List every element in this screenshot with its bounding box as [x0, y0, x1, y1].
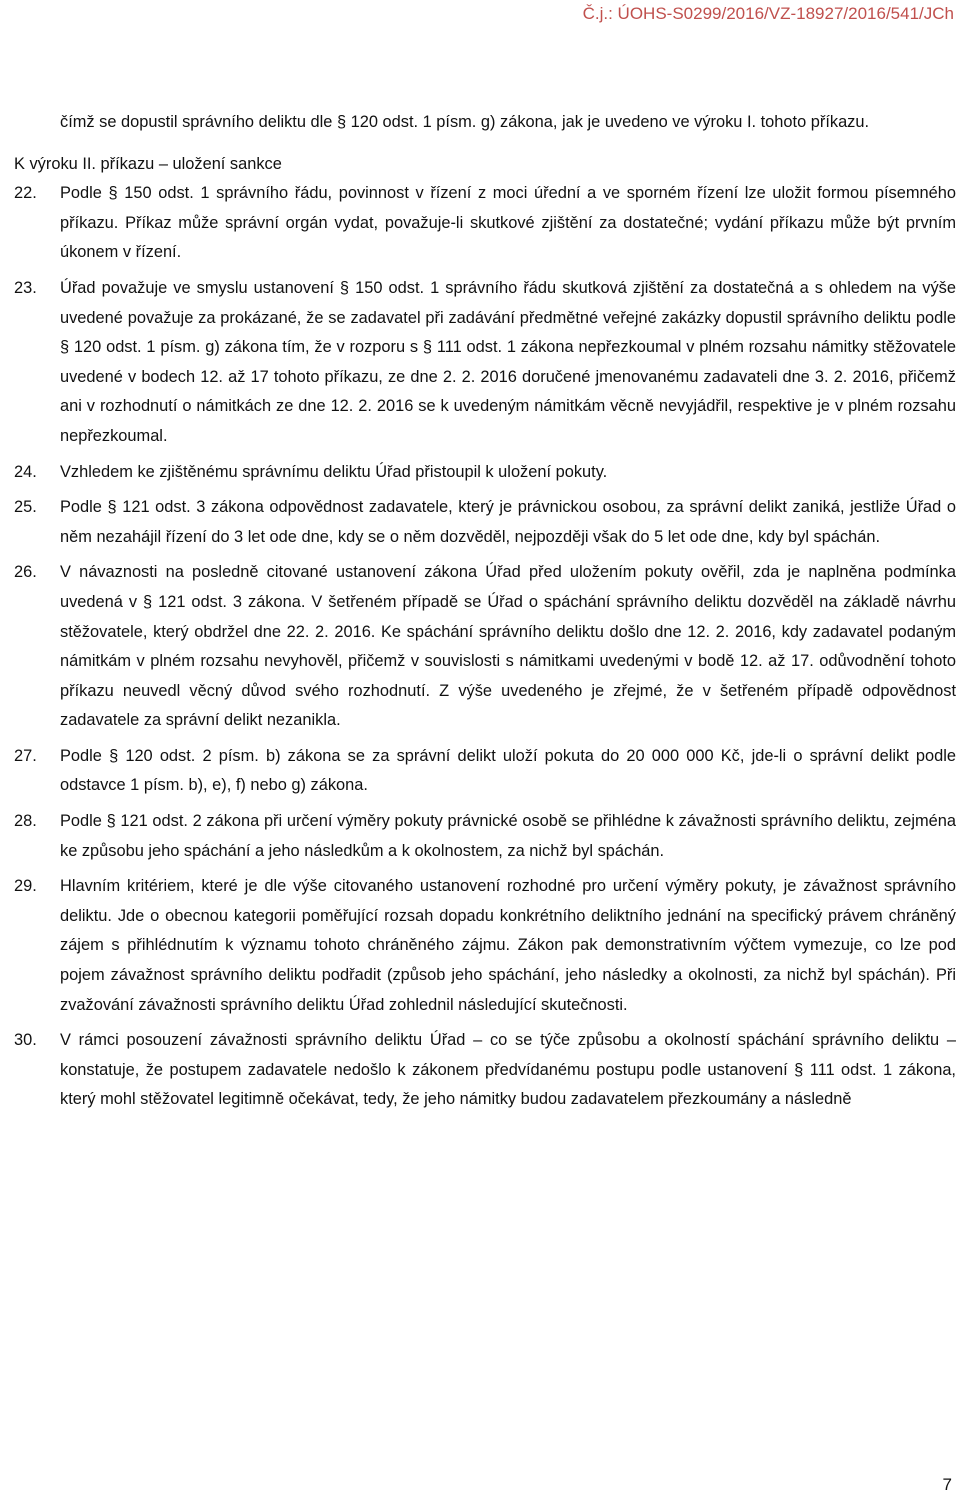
paragraph-text: V rámci posouzení závažnosti správního deliktu Úřad – co se týče způsobu a okolností spáchání správního deliktu – konstatuje, že postupem zadavatele nedošlo k zákonem předvídanému postupu podle ustanovení § 111 odst. 1 zákona, který mohl stěžovatel legitimně očekávat, tedy, že jeho námitky budou zadavatelem přezkoumány a následně — [60, 1031, 956, 1109]
page-number: 7 — [942, 1475, 952, 1494]
paragraph-text: Podle § 121 odst. 2 zákona při určení výměry pokuty právnické osobě se přihlédne k závažnosti správního deliktu, zejména ke způsobu jeho spáchání a jeho následkům a k okolnostem, za nichž byl spáchán. — [60, 812, 956, 860]
paragraph-number: 29. — [14, 877, 37, 896]
document-body — [0, 108, 960, 1115]
paragraph-text: Podle § 150 odst. 1 správního řádu, povinnost v řízení z moci úřední a ve sporném řízení lze uložit formou písemného příkazu. Příkaz může správní orgán vydat, považuje-li skutkové zjištění za dostatečné; vydání příkazu může být prvním úkonem v řízení. — [60, 184, 956, 262]
paragraph-text: V návaznosti na posledně citované ustanovení zákona Úřad před uložením pokuty ověřil, zda je naplněna podmínka uvedená v § 121 odst. 3 zákona. V šetřeném případě se Úřad o spáchání správního deliktu dozvěděl na základě návrhu stěžovatele, který obdržel dne 22. 2. 2016. Ke spáchání správního deliktu došlo dne 12. 2. 2016, kdy zadavatel podaným námitkám v plném rozsahu nevyhověl, přičemž v souvislosti s námitkami uvedenými v bodě 12. až 17. odůvodnění tohoto příkazu neuvedl věcný důvod svého rozhodnutí. Z výše uvedeného je zřejmé, že v šetřeném případě odpovědnost zadavatele za správní delikt nezanikla. — [60, 563, 956, 730]
paragraph-number: 30. — [14, 1031, 37, 1050]
paragraph-text: Úřad považuje ve smyslu ustanovení § 150 odst. 1 správního řádu skutková zjištění za dostatečná a s ohledem na výše uvedené považuje za prokázané, že se zadavatel při zadávání předmětné veřejné zakázky dopustil správního deliktu podle § 120 odst. 1 písm. g) zákona tím, že v rozporu s § 111 odst. 1 zákona nepřezkoumal v plném rozsahu námitky stěžovatele uvedené v bodech 12. až 17 tohoto příkazu, ze dne 2. 2. 2016 doručené jmenovanému zadavateli dne 3. 2. 2016, přičemž ani v rozhodnutí o námitkách ze dne 12. 2. 2016 se k uvedeným námitkám věcně nevyjádřil, respektive je v plném rozsahu nepřezkoumal. — [60, 278, 956, 445]
paragraph-number: 26. — [14, 563, 37, 582]
document-reference-header: Č.j.: ÚOHS-S0299/2016/VZ-18927/2016/541/JCh — [582, 4, 954, 23]
paragraph-28 — [0, 807, 956, 866]
paragraph-24 — [0, 458, 956, 488]
paragraph-number: 28. — [14, 812, 37, 831]
paragraph-29 — [0, 872, 956, 1020]
paragraph-number: 27. — [14, 746, 37, 765]
paragraph-22 — [0, 179, 956, 268]
paragraph-number: 22. — [14, 184, 37, 203]
paragraph-30 — [0, 1026, 956, 1115]
continuation-text: čímž se dopustil správního deliktu dle § 120 odst. 1 písm. g) zákona, jak je uvedeno ve výroku I. tohoto příkazu. — [60, 113, 870, 131]
paragraph-number: 24. — [14, 462, 37, 481]
section-heading: K výroku II. příkazu – uložení sankce — [14, 154, 282, 173]
paragraph-text: Vzhledem ke zjištěnému správnímu deliktu Úřad přistoupil k uložení pokuty. — [60, 462, 608, 481]
paragraph-text: Podle § 120 odst. 2 písm. b) zákona se za správní delikt uloží pokuta do 20 000 000 Kč, jde-li o správní delikt podle odstavce 1 písm. b), e), f) nebo g) zákona. — [60, 746, 956, 795]
paragraph-25 — [0, 493, 956, 552]
paragraph-number: 25. — [14, 498, 37, 517]
paragraph-text: Hlavním kritériem, které je dle výše citovaného ustanovení rozhodné pro určení výměry pokuty, je závažnost správního deliktu. Jde o obecnou kategorii poměřující rozsah dopadu konkrétního deliktního jednání na specifický právem chráněný zájem s přihlédnutím k významu tohoto chráněného zájmu. Zákon pak demonstrativním výčtem vymezuje, co lze pod pojem závažnost správního deliktu podřadit (způsob jeho spáchání, jeho následky a okolnosti, za nichž byl spáchán). Při zvažování závažnosti správního deliktu Úřad zohlednil následující skutečnosti. — [60, 877, 956, 1014]
paragraph-text: Podle § 121 odst. 3 zákona odpovědnost zadavatele, který je právnickou osobou, za správní delikt zaniká, jestliže Úřad o něm nezahájil řízení do 3 let ode dne, kdy se o něm dozvěděl, nejpozději však do 5 let ode dne, kdy byl spáchán. — [60, 498, 956, 546]
paragraph-26 — [0, 558, 956, 736]
paragraph-number: 23. — [14, 278, 37, 297]
paragraph-23 — [0, 274, 956, 452]
paragraph-27 — [0, 742, 956, 801]
